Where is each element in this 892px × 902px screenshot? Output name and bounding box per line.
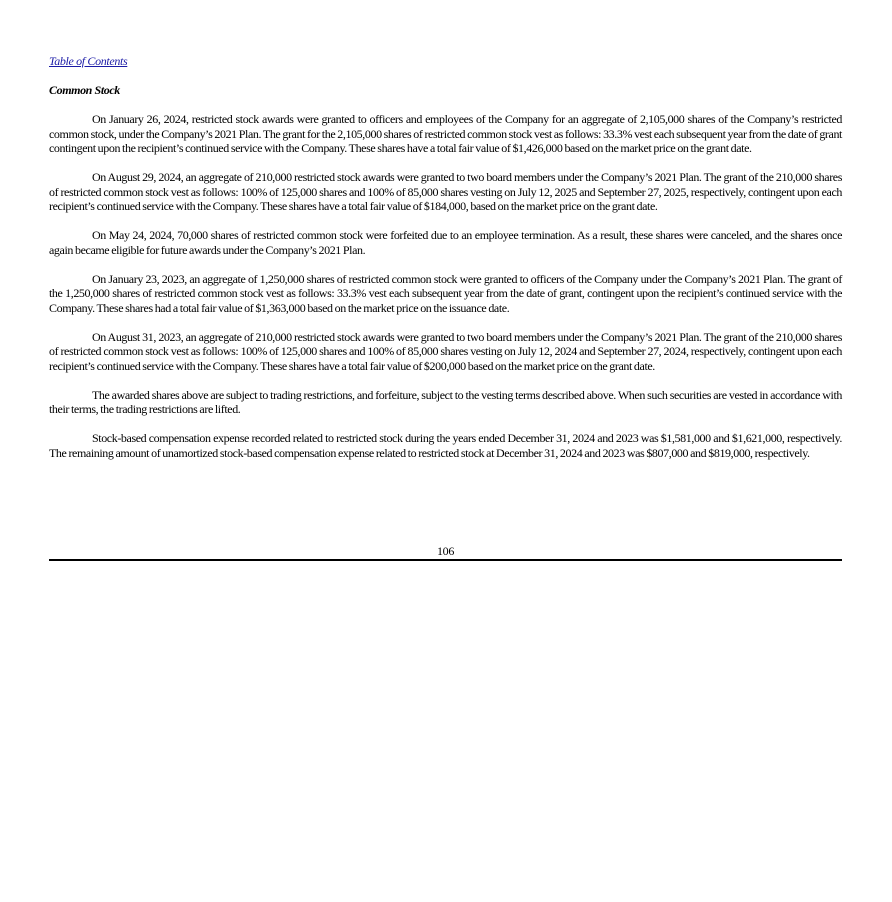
paragraph-may-2024-forfeiture: On May 24, 2024, 70,000 shares of restricted common stock were forfeited due to an employee termination. As a result, these shares were canceled, and the shares once again became eligible for future awards under the Company’s 2021 Plan. — [49, 228, 842, 257]
paragraph-aug-2024-grant: On August 29, 2024, an aggregate of 210,000 restricted stock awards were granted to two board members under the Company’s 2021 Plan. The grant of the 210,000 shares of restricted common stock vest as follows: 100% of 125,000 shares and 100% of 85,000 shares vesting on July 12, 2025 and September 27, 2025, respectively, contingent upon each recipient’s continued service with the Company. These shares have a total fair value of $184,000, based on the market price on the grant date. — [49, 170, 842, 213]
section-title: Common Stock — [49, 83, 120, 97]
paragraph-jan-2023-grant: On January 23, 2023, an aggregate of 1,250,000 shares of restricted common stock were granted to officers of the Company under the Company’s 2021 Plan. The grant of the 1,250,000 shares of restricted common stock vest as follows: 33.3% vest each subsequent year from the date of grant, contingent upon the recipient’s continued service with the Company. These shares had a total fair value of $1,363,000 based on the market price on the issuance date. — [49, 271, 842, 315]
paragraph-aug-2023-grant: On August 31, 2023, an aggregate of 210,000 restricted stock awards were granted to two board members under the Company’s 2021 Plan. The grant of the 210,000 shares of restricted common stock vest as follows: 100% of 125,000 shares and 100% of 85,000 shares vesting on July 12, 2024 and September 27, 2024, respectively, contingent upon each recipient’s continued service with the Company. These shares have a total fair value of $200,000 based on the market price on the grant date. — [49, 329, 842, 373]
paragraph-jan-2024-grant: On January 26, 2024, restricted stock awards were granted to officers and employees of the Company for an aggregate of 2,105,000 shares of the Company’s restricted common stock, under the Company’s 2021 Plan. The grant for the 2,105,000 shares of restricted common stock vest as follows: 33.3% vest each subsequent year from the date of grant contingent upon the recipient’s continued service with the Company. These shares have a total fair value of $1,426,000 based on the market price on the grant date. — [49, 112, 842, 155]
footer-divider — [49, 559, 842, 561]
table-of-contents-link[interactable]: Table of Contents — [49, 54, 128, 68]
page-number: 106 — [436, 544, 455, 558]
paragraph-trading-restrictions: The awarded shares above are subject to trading restrictions, and forfeiture, subject to the vesting terms described above. When such securities are vested in accordance with their terms, the trading restrictions are lifted. — [49, 387, 842, 416]
paragraph-compensation-expense: Stock-based compensation expense recorded related to restricted stock during the years ended December 31, 2024 and 2023 was $1,581,000 and $1,621,000, respectively. The remaining amount of unamortized stock-based compensation expense related to restricted stock at December 31, 2024 and 2023 was $807,000 and $819,000, respectively. — [49, 431, 842, 460]
page-footer — [49, 544, 842, 561]
document-page — [49, 52, 842, 460]
